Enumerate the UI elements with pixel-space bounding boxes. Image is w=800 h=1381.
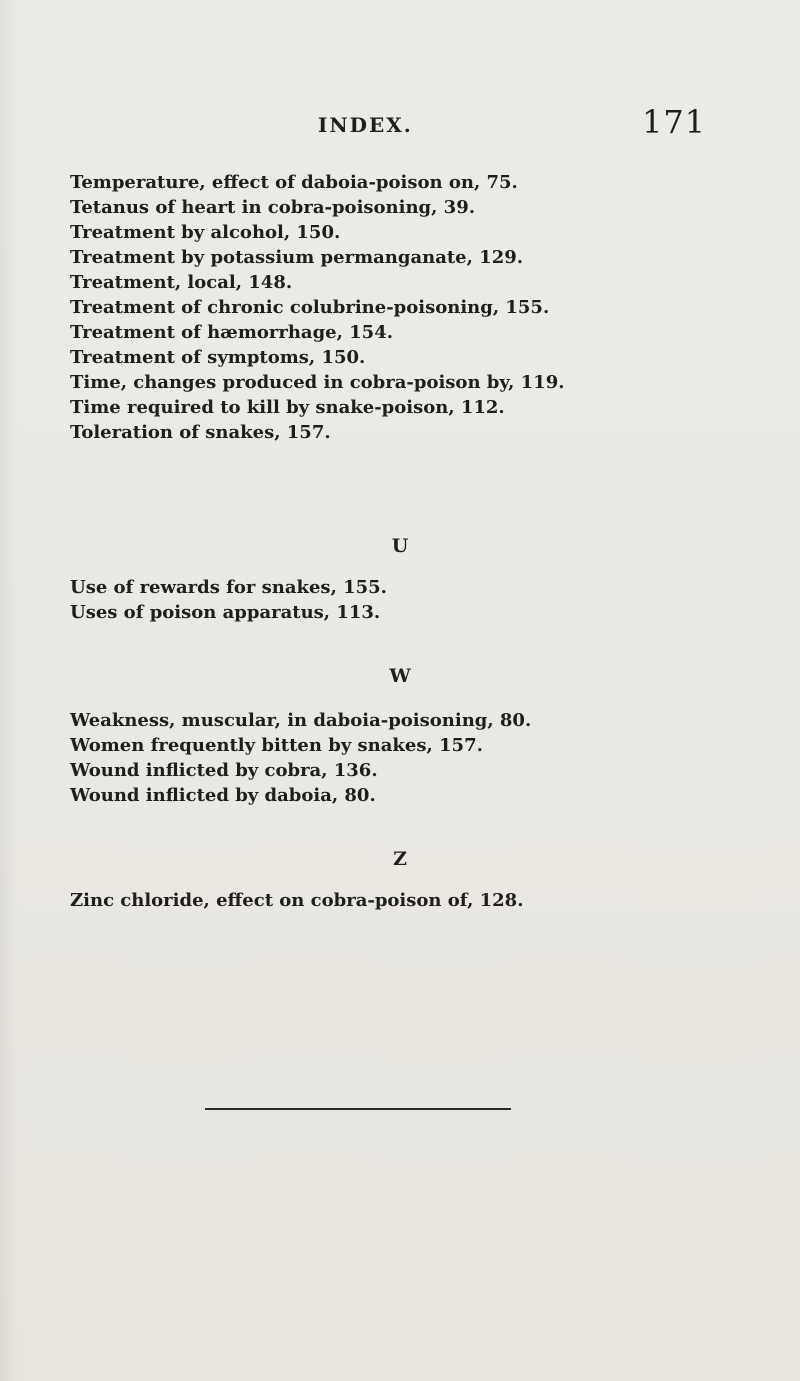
- index-entry: Tetanus of heart in cobra-poisoning, 39.: [70, 197, 475, 218]
- index-entry: Time, changes produced in cobra-poison by, 119.: [70, 372, 565, 393]
- index-entry: Treatment, local, 148.: [70, 272, 293, 293]
- end-rule: [205, 1108, 511, 1110]
- section-letter-u: U: [391, 535, 409, 557]
- index-entry: Treatment of hæmorrhage, 154.: [70, 322, 393, 343]
- index-section-t: [70, 170, 770, 445]
- section-letter-w: W: [389, 665, 411, 687]
- index-entry: Treatment by alcohol, 150.: [70, 222, 341, 243]
- index-entry: Weakness, muscular, in daboia-poisoning, 80.: [70, 710, 532, 731]
- page-number: 171: [642, 103, 707, 141]
- index-entry: Uses of poison apparatus, 113.: [70, 602, 381, 623]
- index-entry: Use of rewards for snakes, 155.: [70, 577, 387, 598]
- running-head: INDEX.: [318, 113, 413, 137]
- section-letter-z: Z: [393, 848, 407, 870]
- index-section-u: [70, 575, 770, 625]
- index-entry: Wound inflicted by cobra, 136.: [70, 760, 378, 781]
- index-entry: Treatment by potassium permanganate, 129.: [70, 247, 524, 268]
- index-section-z: [70, 888, 770, 913]
- index-section-w: [70, 708, 770, 808]
- index-entry: Women frequently bitten by snakes, 157.: [70, 735, 483, 756]
- index-entry: Toleration of snakes, 157.: [70, 422, 331, 443]
- index-entry: Treatment of symptoms, 150.: [70, 347, 366, 368]
- index-entry: Zinc chloride, effect on cobra-poison of, 128.: [70, 890, 524, 911]
- page-header: [0, 103, 800, 163]
- index-entry: Treatment of chronic colubrine-poisoning, 155.: [70, 297, 550, 318]
- index-entry: Wound inflicted by daboia, 80.: [70, 785, 376, 806]
- index-entry: Time required to kill by snake-poison, 112.: [70, 397, 505, 418]
- index-entry: Temperature, effect of daboia-poison on, 75.: [70, 172, 518, 193]
